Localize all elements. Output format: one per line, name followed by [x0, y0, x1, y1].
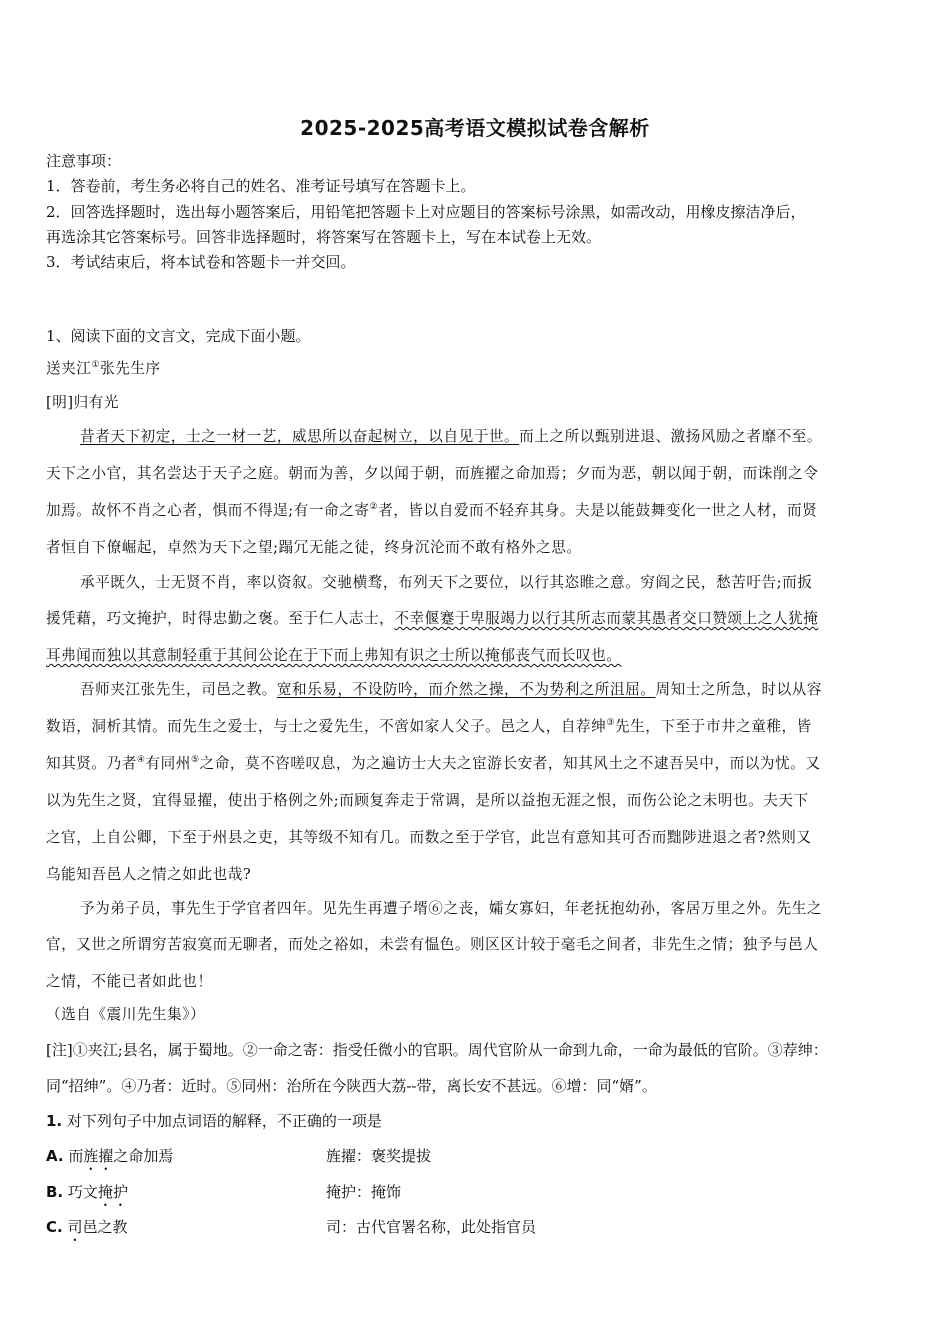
passage-title-a: 送夹江 [46, 360, 92, 377]
subquestion-1 [46, 1111, 382, 1131]
passage-p3-line5: 之官，上自公卿，下至于州县之吏，其等级不知有几。而数之至于学官，此岂有意知其可否而黜陟进退之者?然则又 [46, 829, 812, 846]
notes-line2: 同“招绅”。④乃者：近时。⑤同州：治所在今陕西大荔--带，离长安不甚远。⑥增：同“婿”。 [46, 1077, 657, 1095]
passage-p3-line1 [80, 680, 822, 700]
wavy-underlined-sentence: 不幸偃蹇于卑服竭力以行其所志而蒙其愚者交口赞颂上之人犹掩 [394, 610, 819, 627]
notice-heading: 注意事项： [46, 152, 122, 170]
passage-p3-line6: 乌能知吾邑人之情之如此也哉? [46, 866, 252, 883]
text-span: 之命加焉 [113, 1147, 174, 1165]
subquestion-stem: 对下列句子中加点词语的解释，不正确的一项是 [66, 1112, 382, 1130]
option-a-explanation: 旌擢：褒奖提拔 [326, 1147, 432, 1165]
passage-p3-line3 [46, 754, 820, 774]
passage-p3-line4: 以为先生之贤，宜得显擢，使出于格例之外;而顾复奔走于常调，是所以益抱无涯之恨，而伤公论之未明也。夫天下 [46, 792, 809, 809]
note-marker: ① [91, 360, 101, 371]
notice-item-2-cont: 再选涂其它答案标号。回答非选择题时，将答案写在答题卡上，写在本试卷上无效。 [46, 228, 602, 246]
text-span: 有同州 [145, 755, 191, 772]
option-sentence [68, 1183, 128, 1201]
passage-p4-line2: 官，又世之所谓穷苦寂寞而无聊者，而处之裕如，未尝有愠色。则区区计较于毫毛之间者，非先生之情；独予与邑人 [46, 936, 819, 953]
underlined-sentence: 宽和乐易，不设防吟，而介然之操，不为势利之所沮屈。 [276, 681, 656, 698]
passage-p2-line1: 承平既久，士无贤不肖，率以资叙。交驰横骛，布列天下之要位，以行其恣睢之意。穷阎之民，愁苦吁告;而扳 [80, 574, 813, 591]
underlined-sentence: 昔者天下初定，士之一材一艺，威思所以奋起树立，以自见于世。 [80, 428, 520, 445]
text-span: 加焉。故怀不肖之心者，惧而不得逞;有一命之寄 [46, 502, 370, 519]
text-span: 之命，莫不咨嗟叹息，为之遍访士大夫之宦游长安者，知其风土之不逮吾吴中，而以为忧。又 [199, 755, 821, 772]
passage-author: [明]归有光 [46, 394, 120, 411]
option-sentence [68, 1147, 173, 1165]
dotted-word: 掩护 [97, 1183, 128, 1201]
option-b[interactable] [46, 1182, 128, 1210]
passage-p4-line1: 予为弟子员，事先生于学官者四年。见先生再遭子壻⑥之丧，孀女寡妇，年老抚抱幼孙，客居万里之外。先生之 [80, 900, 823, 917]
notice-item-3: 3．考试结束后，将本试卷和答题卡一并交回。 [46, 253, 356, 271]
option-c[interactable] [46, 1217, 128, 1245]
note-marker: ⑤ [190, 755, 200, 766]
text-span: 而 [68, 1147, 84, 1165]
notice-item-2: 2．回答选择题时，选出每小题答案后，用铅笔把答题卡上对应题目的答案标号涂黑，如需改动，用橡皮擦洁净后， [46, 203, 806, 221]
notice-item-1: 1．答卷前，考生务必将自己的姓名、准考证号填写在答题卡上。 [46, 177, 476, 195]
text-span: 吾师夹江张先生，司邑之教。 [80, 681, 277, 698]
option-sentence [68, 1218, 128, 1236]
option-c-explanation: 司：古代官署名称，此处指官员 [326, 1218, 537, 1236]
note-marker: ④ [136, 755, 146, 766]
text-span: 数语，洞析其情。而先生之爱士，与士之爱先生，不啻如家人父子。邑之人，自荐绅 [46, 718, 607, 735]
wavy-underlined-sentence: 耳弗闻而独以其意制轻重于其间公论在于下而上弗知有识之士所以掩郁丧气而长叹也。 [46, 647, 622, 664]
passage-p3-line2 [46, 717, 812, 737]
passage-p4-line3: 之情，不能已者如此也！ [46, 973, 213, 990]
passage-title-b: 张先生序 [100, 360, 161, 377]
text-span: 邑之教 [82, 1218, 128, 1236]
text-span: 而上之所以甄别进退、激扬风励之者靡不至。 [519, 428, 823, 445]
note-marker: ③ [606, 718, 615, 729]
text-span: 巧文 [67, 1183, 98, 1201]
passage-p1-line3 [46, 501, 817, 521]
passage-p2-line2 [46, 609, 818, 629]
note-marker: ② [369, 502, 379, 513]
passage-source: （选自《震川先生集》） [46, 1006, 206, 1023]
question-prompt: 1、阅读下面的文言文，完成下面小题。 [46, 327, 311, 345]
option-b-explanation: 掩护：掩饰 [326, 1183, 402, 1201]
option-label: B. [46, 1183, 64, 1201]
subquestion-number: 1. [46, 1112, 63, 1130]
option-label: C. [46, 1218, 63, 1236]
page-title: 2025-2025高考语文模拟试卷含解析 [300, 116, 650, 140]
passage-p2-line3 [46, 646, 621, 666]
dotted-word: 旌擢 [83, 1147, 114, 1165]
dotted-word: 司 [67, 1218, 83, 1236]
text-span: 知其贤。乃者 [46, 755, 137, 772]
passage-p1-line1 [80, 427, 822, 447]
option-label: A. [46, 1147, 64, 1165]
text-span: 者，皆以自爱而不轻弃其身。夫是以能鼓舞变化一世之人材，而贤 [378, 502, 818, 519]
option-a[interactable] [46, 1146, 173, 1174]
passage-title [46, 359, 161, 379]
passage-p1-line2: 天下之小官，其名尝达于天子之庭。朝而为善，夕以闻于朝，而旌擢之命加焉；夕而为恶，朝以闻于朝，而诛削之令 [46, 465, 819, 482]
text-span: 周知士之所急，时以从容 [655, 681, 823, 698]
text-span: 先生，下至于市井之童稚，皆 [614, 718, 812, 735]
notes-line1: [注]①夹江;县名，属于蜀地。②一命之寄：指受任微小的官职。周代官阶从一命到九命，一命为最低的官阶。③荐绅： [46, 1041, 828, 1059]
passage-p1-line4: 者恒自下僚崛起，卓然为天下之望;蹋冗无能之徒，终身沉沦而不敢有格外之思。 [46, 539, 582, 556]
text-span: 援凭藉，巧文掩护，时得忠勤之褒。至于仁人志士， [46, 610, 395, 627]
